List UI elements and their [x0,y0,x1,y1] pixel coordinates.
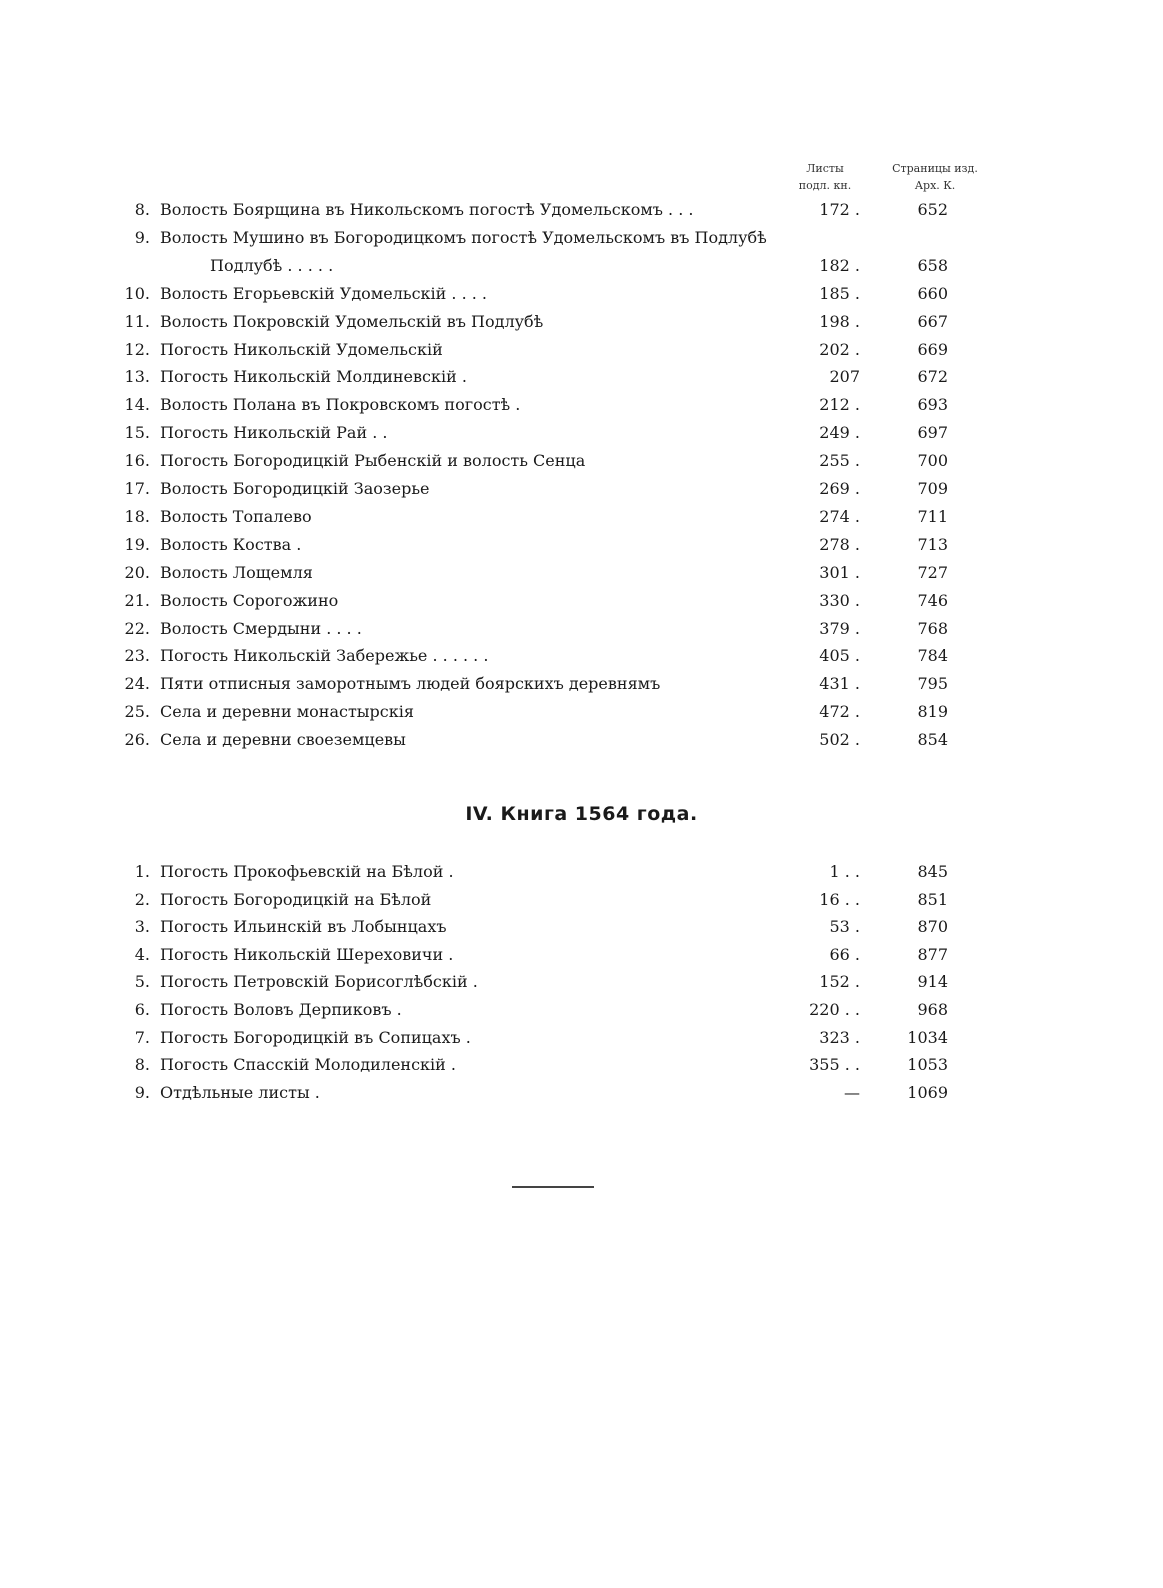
row-leaf: 185 . [819,283,860,303]
row-name: Погость Спасскій Молодиленскій . [160,1055,456,1075]
table-row [0,308,1163,336]
table-row [0,913,1163,941]
row-page: 854 [917,730,948,750]
row-name: Волость Лощемля [160,562,313,582]
row-number: 2. [134,889,150,909]
row-number: 10. [124,283,150,303]
row-name: Подлубѣ . . . . . [210,255,334,275]
row-name: Погость Прокофьевскій на Бѣлой . [160,862,454,881]
row-name: Погость Никольскій Удомельскій [160,339,443,359]
row-number: 6. [134,1000,150,1019]
row-number: 8. [134,1055,150,1075]
table-row [0,1024,1163,1052]
row-name: Погость Ильинскій въ Лобынцахъ [160,917,447,937]
row-number: 7. [134,1027,150,1047]
row-page: 746 [917,590,948,610]
row-page: 652 [917,200,948,219]
row-page: 697 [917,423,948,443]
row-page: 784 [917,646,948,666]
row-leaf: 472 . [819,702,860,722]
row-leaf: 355 . . [809,1055,860,1075]
row-number: 14. [124,395,150,415]
row-page: 1053 [907,1055,948,1075]
row-page: 709 [917,479,948,498]
row-number: 22. [124,618,150,638]
row-leaf: 301 . [819,562,860,582]
row-name: Волость Коства . [160,534,302,554]
row-leaf: 502 . [819,730,860,750]
row-number: 24. [124,674,150,694]
row-leaf: 198 . [819,311,860,331]
row-page: 768 [917,618,948,638]
row-name: Погость Богородицкій въ Сопицахъ . [160,1027,471,1047]
row-leaf: 220 . . [809,1000,860,1019]
table-row [0,531,1163,559]
row-number: 3. [134,917,150,937]
row-leaf: 405 . [819,646,860,666]
table-row [0,336,1163,364]
row-leaf: 53 . [829,917,860,937]
row-page: 1034 [907,1027,948,1047]
row-page: 727 [917,562,948,582]
row-leaf: 207 [829,367,860,387]
table-row [0,1051,1163,1079]
row-number: 19. [124,534,150,554]
table-row [0,996,1163,1024]
row-leaf: 202 . [819,339,860,359]
row-number: 20. [124,562,150,582]
row-leaf: 255 . [819,451,860,471]
row-number: 9. [134,1082,150,1102]
row-page: 845 [917,862,948,881]
row-page: 669 [917,339,948,359]
row-name: Отдѣльные листы . [160,1082,320,1102]
table-row [0,559,1163,587]
row-number: 23. [124,646,150,666]
row-page: 660 [917,283,948,303]
row-leaf: 16 . . [819,889,860,909]
row-name: Волость Егорьевскій Удомельскій . . . . [160,283,488,303]
row-name: Погость Петровскій Борисоглѣбскій . [160,972,478,992]
row-number: 5. [134,972,150,992]
row-leaf: 66 . [829,944,860,964]
column-header-leaves: Листы подл. кн. [798,162,852,192]
row-name: Волость Полана въ Покровскомъ погостѣ . [160,395,521,415]
row-name: Погость Воловъ Дерпиковъ . [160,1000,402,1019]
table-row [0,886,1163,914]
row-page: 877 [917,944,948,964]
row-name: Волость Сорогожино [160,590,339,610]
row-page: 1069 [907,1082,948,1102]
row-page: 672 [917,367,948,387]
row-page: 795 [917,674,948,694]
row-leaf: 172 . [819,200,860,219]
table-row [0,363,1163,391]
table-row [0,1079,1163,1107]
row-page: 819 [917,702,948,722]
row-number: 17. [124,479,150,498]
column-header-pages: Страницы изд. Арх. К. [892,162,978,192]
row-name: Погость Никольскій Рай . . [160,423,388,443]
row-name: Пяти отписныя заморотнымъ людей боярскихъ деревнямъ [160,674,661,694]
row-leaf: 330 . [819,590,860,610]
row-name: Погость Никольскій Молдиневскій . [160,367,467,387]
table-row [0,941,1163,969]
row-name: Волость Смердыни . . . . [160,618,362,638]
table-row [0,447,1163,475]
table-row [0,615,1163,643]
row-leaf: — [844,1082,860,1102]
row-number: 18. [124,506,150,526]
row-page: 870 [917,917,948,937]
row-number: 8. [134,200,150,219]
table-row [0,252,1163,280]
row-number: 4. [134,944,150,964]
row-number: 16. [124,451,150,471]
row-leaf: 278 . [819,534,860,554]
row-name: Волость Мушино въ Богородицкомъ погостѣ Удомельскомъ въ Подлубѣ [160,227,767,247]
table-row [0,587,1163,615]
table-row [0,503,1163,531]
table-row [0,391,1163,419]
row-name: Погость Никольскій Шереховичи . [160,944,454,964]
row-page: 914 [917,972,948,992]
row-page: 658 [917,255,948,275]
table-row [0,858,1163,886]
end-rule [512,1186,594,1188]
row-leaf: 431 . [819,674,860,694]
table-row [0,968,1163,996]
row-leaf: 323 . [819,1027,860,1047]
row-page: 693 [917,395,948,415]
row-name: Волость Покровскій Удомельскій въ Подлубѣ [160,311,544,331]
row-page: 711 [917,506,948,526]
table-row [0,475,1163,503]
row-number: 26. [124,730,150,750]
table-row [0,726,1163,754]
row-number: 15. [124,423,150,443]
row-number: 11. [124,311,150,331]
row-name: Села и деревни монастырскія [160,702,414,722]
row-number: 25. [124,702,150,722]
row-number: 9. [134,227,150,247]
row-leaf: 1 . . [829,862,860,881]
row-number: 13. [124,367,150,387]
row-number: 1. [134,862,150,881]
table-row [0,280,1163,308]
table-row [0,419,1163,447]
table-row [0,196,1163,224]
row-name: Погость Богородицкій Рыбенскій и волость Сенца [160,451,586,471]
row-leaf: 249 . [819,423,860,443]
row-page: 713 [917,534,948,554]
row-page: 851 [917,889,948,909]
row-number: 21. [124,590,150,610]
row-name: Волость Топалево [160,506,312,526]
row-leaf: 182 . [819,255,860,275]
row-number: 12. [124,339,150,359]
row-leaf: 274 . [819,506,860,526]
row-name: Волость Богородицкій Заозерье [160,479,430,498]
table-row [0,642,1163,670]
row-leaf: 269 . [819,479,860,498]
table-row [0,698,1163,726]
table-row [0,224,1163,252]
row-page: 700 [917,451,948,471]
row-name: Погость Никольскій Забережье . . . . . . [160,646,489,666]
section-title: IV. Книга 1564 года. [465,803,698,825]
row-name: Волость Боярщина въ Никольскомъ погостѣ Удомельскомъ . . . [160,200,694,219]
row-page: 968 [917,1000,948,1019]
row-name: Села и деревни своеземцевы [160,730,406,750]
row-leaf: 379 . [819,618,860,638]
row-page: 667 [917,311,948,331]
row-name: Погость Богородицкій на Бѣлой [160,889,432,909]
row-leaf: 152 . [819,972,860,992]
table-row [0,670,1163,698]
row-leaf: 212 . [819,395,860,415]
